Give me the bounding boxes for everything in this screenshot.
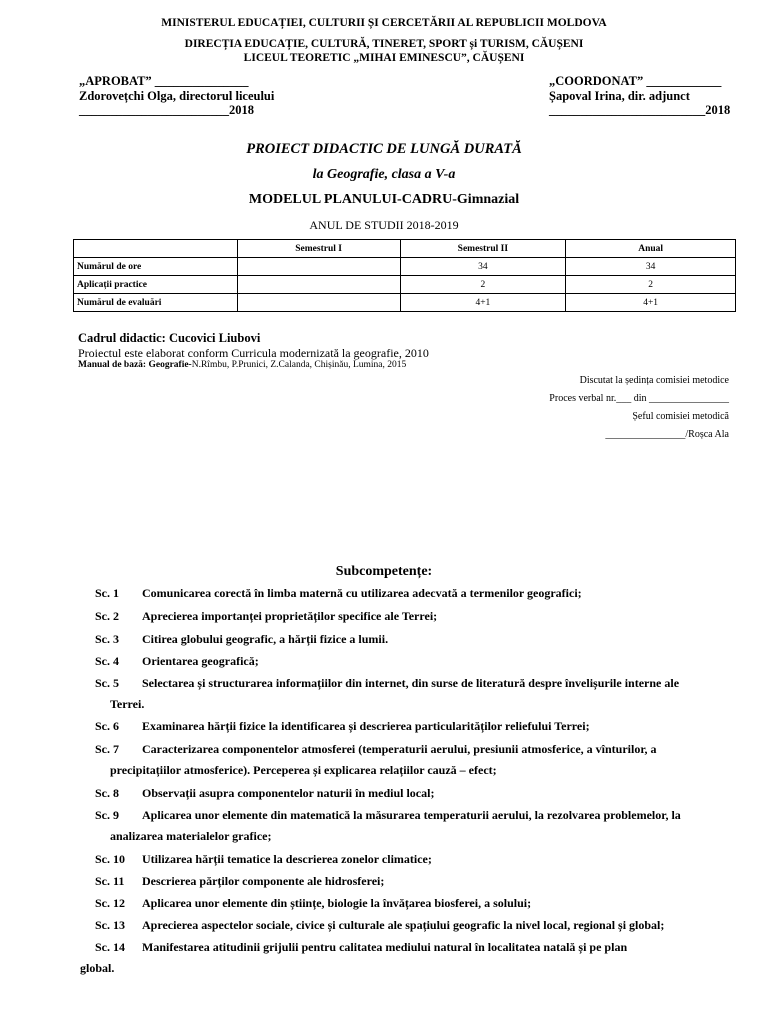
item-continuation: global.: [80, 961, 115, 975]
item-code: Sc. 4: [95, 654, 119, 668]
table-row-label: Numărul de evaluări: [74, 294, 238, 312]
table-header-cell: Semestrul I: [237, 240, 400, 258]
table-header-row: [74, 240, 736, 258]
item-code: Sc. 10: [95, 852, 125, 866]
item-code: Sc. 11: [95, 874, 125, 888]
list-item: [95, 915, 729, 936]
coordinated-name: Șapoval Irina, dir. adjunct: [549, 89, 690, 103]
table-cell: 4+1: [400, 294, 566, 312]
item-text: Selectarea și structurarea informațiilor din internet, din surse de literatură despre învelișurile interne ale: [142, 676, 680, 690]
item-continuation: precipitațiilor atmosferice). Perceperea și explicarea relațiilor cauză – efect;: [110, 763, 497, 777]
table-cell: 2: [566, 276, 736, 294]
table-row: [74, 276, 736, 294]
list-item: [95, 651, 729, 672]
table-cell: 2: [400, 276, 566, 294]
item-code: Sc. 8: [95, 786, 119, 800]
subcompetences-heading: Subcompetențe:: [335, 564, 433, 579]
commission-discussed: Discutat la ședința comisiei metodice: [579, 375, 729, 386]
list-item: [95, 739, 729, 781]
project-basis: Proiectul este elaborat conform Curricula modernizată la geografie, 2010: [78, 346, 429, 360]
manual-label: Manual de bază:: [78, 360, 147, 370]
list-item: [95, 716, 729, 737]
list-item: [95, 673, 729, 715]
item-code: Sc. 9: [95, 808, 119, 822]
item-text: Aplicarea unor elemente din științe, biologie la învățarea biosferei, a solului;: [142, 896, 532, 910]
item-text: Orientarea geografică;: [142, 654, 259, 668]
list-item: [95, 871, 729, 892]
table-cell: 34: [400, 258, 566, 276]
item-code: Sc. 13: [95, 918, 125, 932]
table-header-cell: Anual: [566, 240, 736, 258]
item-text: Aprecierea aspectelor sociale, civice și culturale ale spațiului geografic la nivel local, regional și global;: [142, 918, 665, 932]
item-text: Utilizarea hărții tematice la descrierea zonelor climatice;: [142, 852, 432, 866]
item-code: Sc. 6: [95, 719, 119, 733]
table-row-label: Numărul de ore: [74, 258, 238, 276]
manual-subject: Geografie-: [148, 360, 192, 370]
ministry-line: MINISTERUL EDUCAȚIEI, CULTURII ȘI CERCETĂRII AL REPUBLICII MOLDOVA: [161, 17, 607, 29]
item-code: Sc. 5: [95, 676, 119, 690]
commission-head: Șeful comisiei metodică: [632, 411, 729, 422]
item-text: Citirea globului geografic, a hărții fizice a lumii.: [142, 632, 389, 646]
table-row: [74, 258, 736, 276]
item-text: Caracterizarea componentelor atmosferei (temperaturii aerului, presiunii atmosferice, a vînturilor, a: [142, 742, 657, 756]
item-text: Aprecierea importanței proprietăților specifice ale Terrei;: [142, 609, 438, 623]
table-row-label: Aplicații practice: [74, 276, 238, 294]
item-code: Sc. 2: [95, 609, 119, 623]
item-text: Manifestarea atitudinii grijulii pentru calitatea mediului natural în localitatea natală și pe plan: [142, 940, 628, 954]
item-text: Descrierea părților componente ale hidrosferei;: [142, 874, 385, 888]
approved-title: „APROBAT” _______________: [79, 74, 249, 88]
table-cell: [237, 294, 400, 312]
approved-name: Zdorovețchi Olga, directorul liceului: [79, 89, 275, 103]
item-code: Sc. 12: [95, 896, 125, 910]
commission-signature: ________________/Roșca Ala: [605, 429, 729, 440]
item-text: Comunicarea corectă în limba maternă cu utilizarea adecvată a termenilor geografici;: [142, 586, 582, 600]
list-item: [95, 629, 729, 650]
item-text: Observații asupra componentelor naturii în mediul local;: [142, 786, 435, 800]
table-cell: 34: [566, 258, 736, 276]
plan-model: MODELUL PLANULUI-CADRU-Gimnazial: [248, 192, 520, 207]
item-continuation: Terrei.: [110, 697, 145, 711]
item-text: Aplicarea unor elemente din matematică la măsurarea temperaturii aerului, la rezolvarea problemelor, la: [142, 808, 681, 822]
table-cell: [237, 258, 400, 276]
table-header-cell: Semestrul II: [400, 240, 566, 258]
list-item: [95, 583, 729, 604]
list-item: [95, 783, 729, 804]
direction-line: DIRECȚIA EDUCAȚIE, CULTURĂ, TINERET, SPORT și TURISM, CĂUȘENI: [184, 38, 584, 50]
approved-date: ________________________2018: [79, 103, 254, 117]
coordinated-title: „COORDONAT” ____________: [549, 74, 722, 88]
table-row: [74, 294, 736, 312]
study-year: ANUL DE STUDII 2018-2019: [309, 218, 459, 232]
table-cell: 4+1: [566, 294, 736, 312]
teacher-line: Cadrul didactic: Cucovici Liubovi: [78, 331, 261, 345]
project-subject: la Geografie, clasa a V-a: [312, 167, 456, 182]
project-title: PROIECT DIDACTIC DE LUNGĂ DURATĂ: [246, 141, 522, 157]
item-code: Sc. 14: [95, 940, 125, 954]
list-item: [95, 606, 729, 627]
commission-minutes: Proces verbal nr.___ din ________________: [549, 393, 729, 404]
school-line: LICEUL TEORETIC „MIHAI EMINESCU”, CĂUȘENI: [243, 52, 525, 64]
table-header-cell: [74, 240, 238, 258]
item-text: Examinarea hărții fizice la identificarea și descrierea particularităților reliefului Terrei;: [142, 719, 590, 733]
manual-line: [78, 360, 406, 370]
item-continuation: analizarea materialelor grafice;: [110, 829, 272, 843]
item-code: Sc. 1: [95, 586, 119, 600]
hours-table: [73, 239, 736, 312]
list-item: [95, 893, 729, 914]
item-code: Sc. 7: [95, 742, 119, 756]
coordinated-date: _________________________2018: [549, 103, 731, 117]
list-item: [95, 849, 729, 870]
item-code: Sc. 3: [95, 632, 119, 646]
list-item: [95, 805, 729, 847]
manual-authors: N.Rîmbu, P.Prunici, Z.Calanda, Chișinău, Lumina, 2015: [191, 360, 407, 370]
table-cell: [237, 276, 400, 294]
list-item: [95, 937, 729, 958]
